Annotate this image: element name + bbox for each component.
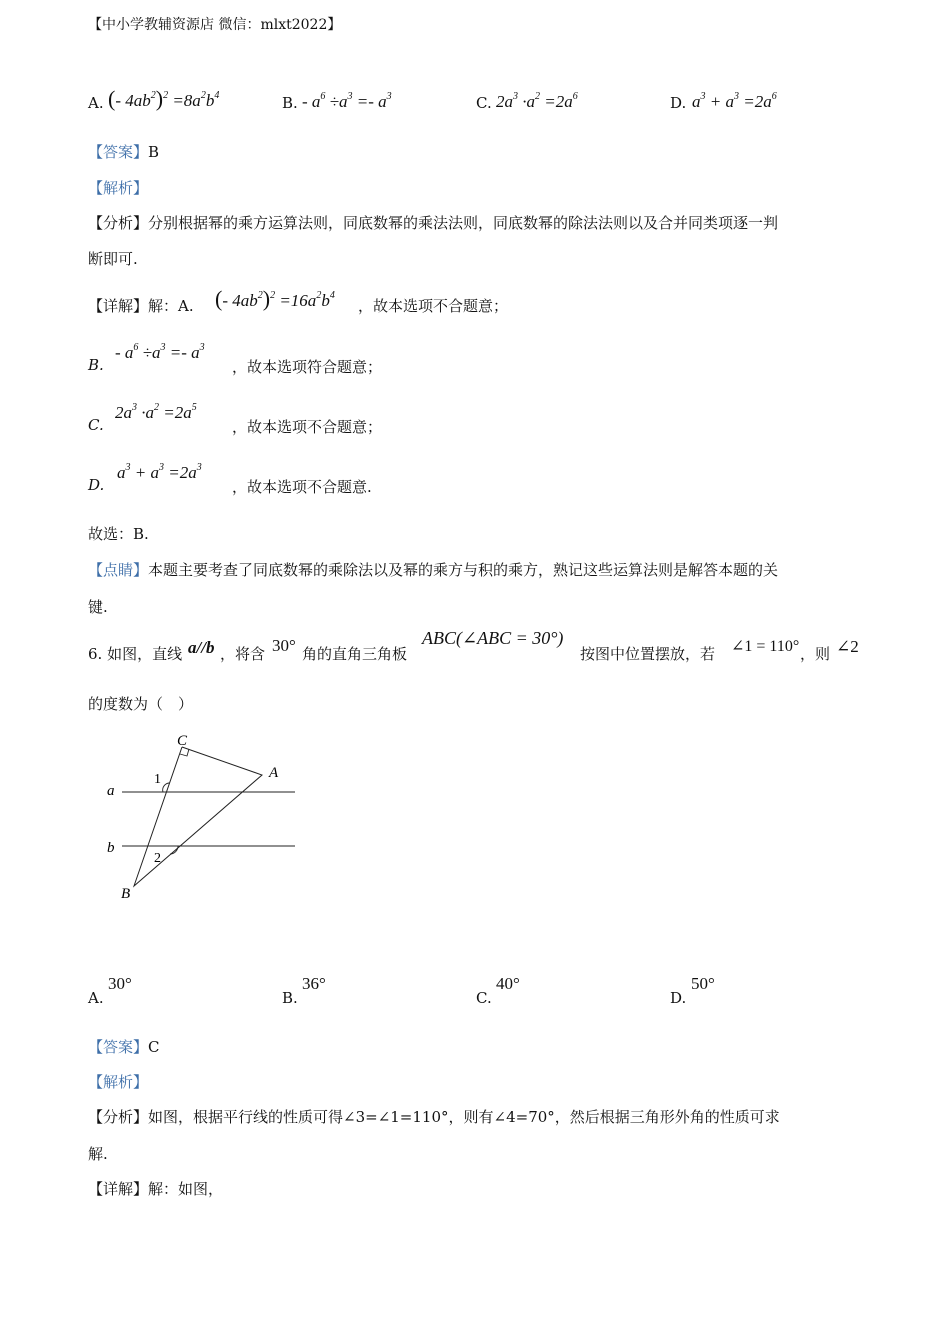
q5-dianjing-line1: 【点睛】本题主要考查了同底数幂的乘除法以及幂的乘方与积的乘方，熟记这些运算法则是解答本题的关 (88, 561, 779, 579)
q6-fenxi-line2: 解. (88, 1145, 108, 1163)
q6-option-c-value: 40° (496, 974, 520, 993)
q5-detail-c-label: C. (88, 416, 104, 434)
angle-1-label: 1 (154, 772, 161, 787)
q6-stem-parallel: a//b (188, 638, 215, 657)
q6-option-c-letter: C. (476, 989, 492, 1007)
q5-dianjing-line2: 键. (88, 598, 108, 616)
q6-option-a-value: 30° (108, 974, 132, 993)
q6-stem-t2: ，将含 (220, 645, 266, 663)
vertex-c-label: C (177, 733, 188, 749)
q5-detail-d-label: D. (88, 476, 105, 494)
line-a-label: a (107, 783, 115, 799)
q6-stem-line2: 的度数为（ ） (88, 695, 194, 713)
angle-2-arc (170, 846, 178, 854)
page-header: 【中小学教辅资源店 微信：mlxt2022】 (88, 17, 342, 33)
q6-option-b-letter: B. (282, 989, 298, 1007)
q5-option-d-letter: D. (670, 94, 687, 112)
q5-jiexi-tag: 【解析】 (88, 179, 149, 197)
q5-option-d-expr: $a^3 + a^3 =2a^6$ (692, 91, 777, 111)
q6-stem-abc: ABC(∠ABC = 30°) (422, 628, 564, 648)
angle-2-label: 2 (154, 851, 161, 866)
q5-option-b-letter: B. (282, 94, 298, 112)
q5-option-a-letter: A. (88, 94, 104, 112)
q6-stem-t3: 角的直角三角板 (302, 645, 408, 663)
q6-stem-number: 6. 如图，直线 (88, 645, 183, 663)
q6-triangle-figure (90, 725, 310, 910)
q5-fenxi-line1: 【分析】分别根据幂的乘方运算法则，同底数幂的乘法法则，同底数幂的除法法则以及合并同类项逐一判 (88, 214, 779, 232)
q5-option-c-letter: C. (476, 94, 492, 112)
q5-detail-b-tail: ，故本选项符合题意； (232, 358, 383, 376)
q6-option-d-value: 50° (691, 974, 715, 993)
q5-detail-a-expr: (- $4ab^2)^2 =16a^2b^4$ (215, 286, 335, 311)
vertex-a-label: A (269, 765, 279, 781)
q5-detail-c-tail: ，故本选项不合题意； (232, 418, 383, 436)
q5-detail-d-tail: ，故本选项不合题意. (232, 478, 372, 496)
q6-stem-t4: 按图中位置摆放，若 (580, 645, 716, 663)
q5-detail-a-tail: ，故本选项不合题意； (358, 297, 509, 315)
q5-xiangjie-intro: 【详解】解：A. (88, 297, 194, 315)
vertex-b-label: B (121, 886, 131, 902)
q5-detail-c-expr: $2a^3 \cdot a^2 =2a^5$ (115, 402, 197, 422)
q6-option-d-letter: D. (670, 989, 687, 1007)
q6-option-b-value: 36° (302, 974, 326, 993)
q6-jiexi-tag: 【解析】 (88, 1073, 149, 1091)
q6-option-a-letter: A. (88, 989, 104, 1007)
q6-fenxi-line1: 【分析】如图，根据平行线的性质可得∠3=∠1=110°，则有∠4=70°，然后根据三角形外角的性质可求 (88, 1108, 780, 1126)
q6-stem-deg30: 30° (272, 636, 296, 655)
q5-fenxi-line2: 断即可. (88, 250, 138, 268)
q5-detail-b-label: B. (88, 356, 104, 374)
q5-detail-d-expr: $a^3 + a^3 =2a^3$ (117, 462, 202, 482)
q5-answer-line: 【答案】B (88, 143, 160, 161)
q6-xiangjie-line: 【详解】解：如图， (88, 1180, 224, 1198)
q6-stem-t5: ，则 (800, 645, 831, 663)
q6-stem-angle2: ∠2 (836, 637, 859, 656)
q5-detail-b-expr: - $a^6 \div a^3 =- a^3$ (115, 342, 205, 362)
q6-answer-line: 【答案】C (88, 1038, 160, 1056)
q5-guxuan: 故选：B. (88, 525, 149, 543)
q5-option-b-expr: - $a^6 \div a^3 =- a^3$ (302, 91, 392, 111)
q5-option-a-expr: (- $4ab^2)^2 =8a^2b^4$ (108, 86, 220, 111)
q6-stem-angle1: ∠1 = 110° (731, 638, 800, 655)
q5-option-c-expr: $2a^3 \cdot a^2 =2a^6$ (496, 91, 578, 111)
line-b-label: b (107, 840, 115, 856)
